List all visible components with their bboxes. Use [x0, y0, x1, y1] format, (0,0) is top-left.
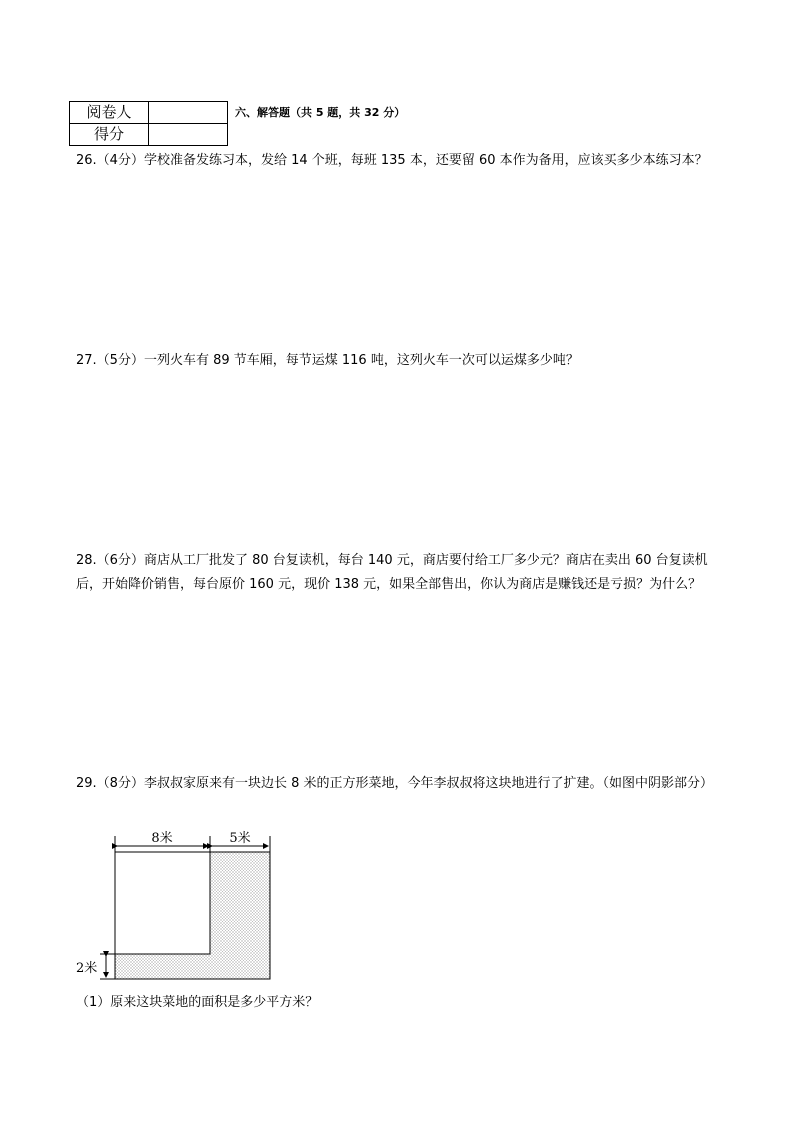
section-title: 六、解答题（共 5 题，共 32 分） [235, 106, 406, 119]
garden-diagram [76, 826, 276, 986]
label-2m: 2米 [76, 961, 98, 976]
label-8m: 8米 [151, 831, 173, 846]
subquestion-1: （1）原来这块菜地的面积是多少平方米？ [76, 995, 319, 1010]
question-29: 29.（8分）李叔叔家原来有一块边长 8 米的正方形菜地，今年李叔叔将这块地进行了扩建。（如图中阴影部分） [76, 776, 713, 791]
original-square [115, 852, 210, 954]
reviewer-label: 阅卷人 [70, 102, 149, 124]
question-28: 28.（6分）商店从工厂批发了 80 台复读机，每台 140 元，商店要付给工厂多少元？商店在卖出 60 台复读机后，开始降价销售，每台原价 160 元，现价 138 元，如果全部售出，你认为商店是赚钱还是亏损？为什么？ [76, 553, 708, 592]
score-value [149, 124, 228, 146]
grader-table [69, 101, 228, 146]
question-27: 27.（5分）一列火车有 89 节车厢，每节运煤 116 吨，这列火车一次可以运煤多少吨？ [76, 353, 579, 368]
score-label: 得分 [70, 124, 149, 146]
reviewer-value [149, 102, 228, 124]
label-5m: 5米 [229, 831, 251, 846]
question-26: 26.（4分）学校准备发练习本，发给 14 个班，每班 135 本，还要留 60 本作为备用，应该买多少本练习本？ [76, 153, 708, 168]
